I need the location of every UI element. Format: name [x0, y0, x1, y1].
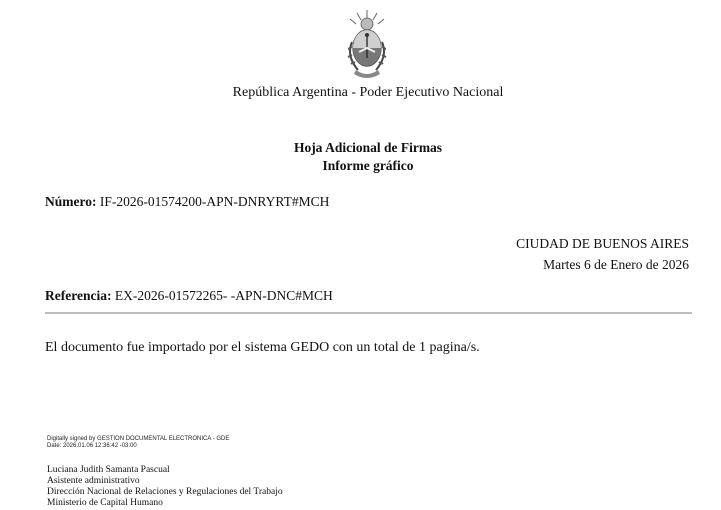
digital-signature-line2: Date: 2026.01.06 12:36:42 -03:00 — [47, 443, 137, 449]
divider — [45, 312, 692, 314]
document-number — [45, 194, 329, 210]
signer-role: Asistente administrativo — [47, 476, 140, 486]
reference-label: Referencia: — [45, 288, 112, 303]
reference — [45, 288, 333, 304]
document-body: El documento fue importado por el sistema GEDO con un total de 1 pagina/s. — [45, 340, 480, 355]
place-and-date — [516, 233, 689, 275]
coat-of-arms-icon — [342, 8, 392, 80]
document-title-line1: Hoja Adicional de Firmas — [293, 140, 443, 155]
document-number-value: IF-2026-01574200-APN-DNRYRT#MCH — [99, 194, 330, 209]
reference-value: EX-2026-01572265- -APN-DNC#MCH — [114, 288, 333, 303]
document-title — [0, 139, 721, 175]
digital-signature-stamp — [47, 436, 229, 450]
signer-ministry: Ministerio de Capital Humano — [47, 498, 163, 508]
digital-signature-line1: Digitally signed by GESTION DOCUMENTAL ELECTRONICA - GDE — [47, 436, 230, 442]
city: CIUDAD DE BUENOS AIRES — [516, 236, 689, 251]
signer-name: Luciana Judith Samanta Pascual — [47, 465, 170, 475]
signer-office: Dirección Nacional de Relaciones y Regulaciones del Trabajo — [47, 487, 283, 497]
document-title-line2: Informe gráfico — [322, 158, 414, 173]
document-number-label: Número: — [45, 194, 97, 209]
date: Martes 6 de Enero de 2026 — [543, 257, 689, 272]
signer-block — [47, 465, 283, 509]
header-title: República Argentina - Poder Ejecutivo Nacional — [232, 85, 504, 100]
